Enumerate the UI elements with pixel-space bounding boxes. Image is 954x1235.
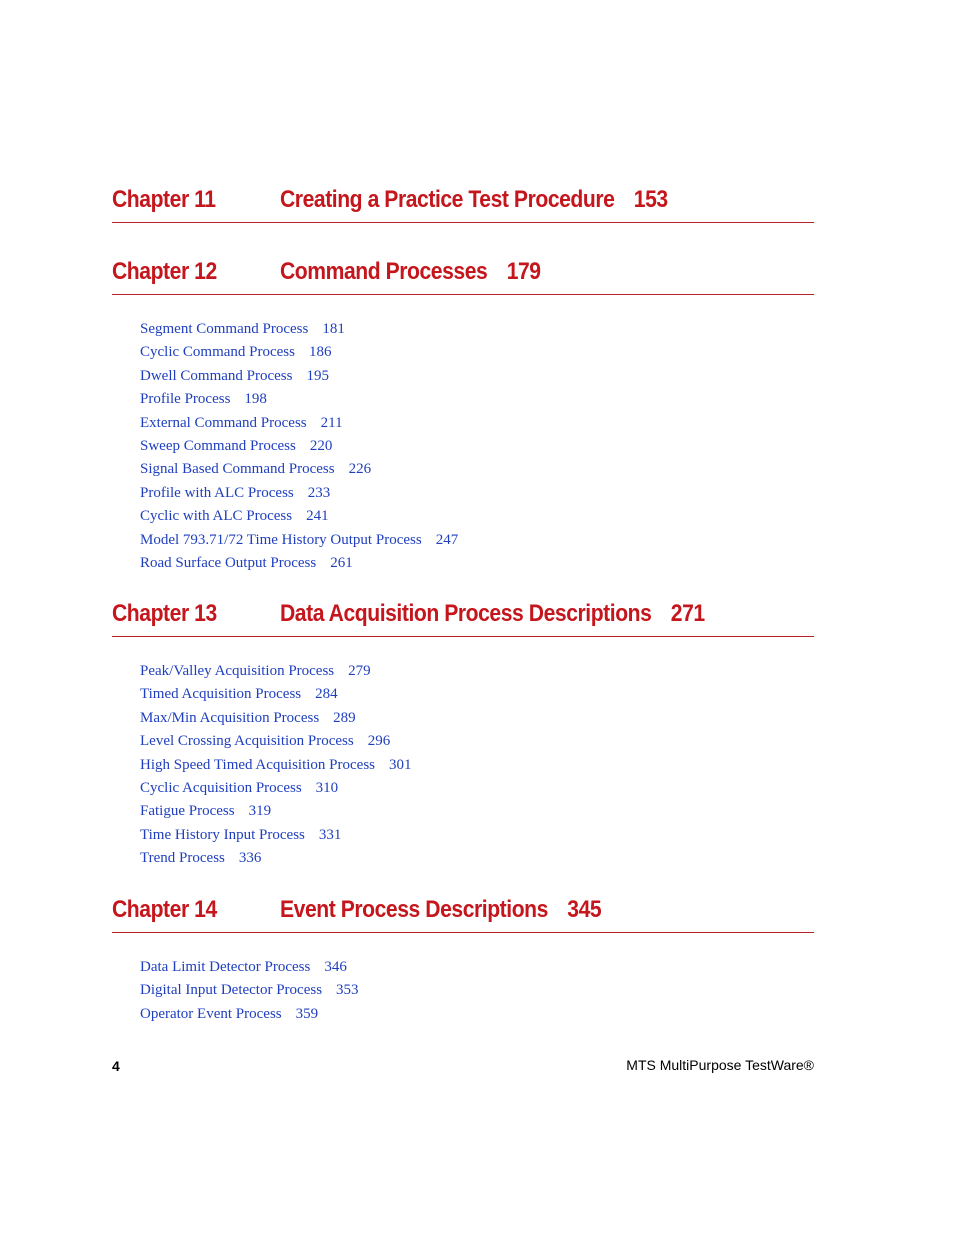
chapter-page: 153 (633, 186, 668, 213)
chapter-14 (112, 892, 814, 933)
toc-entry[interactable] (140, 507, 329, 525)
entry-page: 220 (309, 438, 333, 454)
toc-entry[interactable] (140, 320, 345, 338)
chapter-title: Event Process Descriptions (280, 896, 548, 923)
entry-page: 181 (322, 321, 345, 337)
toc-entry[interactable] (140, 1005, 318, 1023)
entry-title: Trend Process (140, 850, 225, 867)
entry-title: Dwell Command Process (140, 367, 293, 384)
entry-title: Max/Min Acquisition Process (140, 709, 320, 726)
toc-entry[interactable] (140, 826, 341, 844)
toc-entry[interactable] (140, 779, 338, 797)
toc-entry[interactable] (140, 484, 330, 502)
entry-title: Operator Event Process (140, 1005, 282, 1022)
chapter-label: Chapter 12 (112, 258, 217, 285)
toc-entry[interactable] (140, 662, 371, 680)
toc-entry[interactable] (140, 756, 412, 774)
entry-page: 331 (318, 826, 342, 843)
entry-page: 195 (306, 367, 329, 384)
entry-title: Cyclic Acquisition Process (140, 780, 302, 796)
entry-page: 301 (389, 756, 412, 773)
entry-title: High Speed Timed Acquisition Process (140, 756, 376, 773)
toc-entry[interactable] (140, 390, 267, 408)
toc-entry[interactable] (140, 732, 390, 750)
chapter-label: Chapter 11 (112, 186, 216, 213)
chapter-title-line (280, 600, 705, 628)
toc-entry[interactable] (140, 367, 329, 385)
entry-title: Cyclic Command Process (140, 344, 295, 361)
chapter-title: Creating a Practice Test Procedure (280, 186, 615, 213)
toc-entry[interactable] (140, 414, 343, 432)
chapter-page: 345 (567, 896, 602, 923)
toc-entry[interactable] (140, 981, 359, 999)
entry-page: 346 (324, 959, 347, 975)
entry-page: 284 (315, 686, 338, 703)
footer-doc-title: MTS MultiPurpose TestWare® (626, 1057, 814, 1073)
chapter-title-line (280, 258, 541, 286)
chapter-11 (112, 182, 814, 223)
entry-title: Fatigue Process (140, 803, 235, 820)
entry-page: 241 (306, 508, 329, 525)
entry-page: 296 (367, 733, 391, 750)
toc-entry[interactable] (140, 685, 338, 703)
chapter-page: 179 (506, 258, 541, 285)
entry-page: 353 (336, 982, 359, 999)
entry-page: 261 (330, 555, 353, 571)
entry-title: Timed Acquisition Process (140, 686, 302, 703)
chapter-heading[interactable] (112, 182, 814, 223)
chapter-label: Chapter 13 (112, 600, 217, 627)
chapter-13 (112, 596, 814, 637)
entry-page: 336 (238, 850, 262, 867)
entry-page: 289 (333, 709, 356, 726)
entry-title: External Command Process (140, 414, 307, 431)
toc-entry[interactable] (140, 709, 356, 727)
entry-page: 247 (435, 531, 459, 548)
chapter-title-line (280, 896, 601, 924)
toc-entry[interactable] (140, 849, 261, 867)
entry-page: 319 (248, 803, 272, 820)
entry-page: 211 (320, 414, 343, 431)
entry-title: Time History Input Process (140, 826, 305, 843)
entry-title: Level Crossing Acquisition Process (140, 733, 354, 750)
chapter-title: Data Acquisition Process Descriptions (280, 600, 652, 627)
entry-page: 233 (307, 484, 331, 501)
chapter-page: 271 (670, 600, 705, 627)
chapter-heading[interactable] (112, 596, 814, 637)
toc-entry[interactable] (140, 958, 347, 976)
toc-entry[interactable] (140, 531, 458, 549)
entry-title: Signal Based Command Process (140, 461, 335, 478)
entry-title: Segment Command Process (140, 321, 309, 337)
entry-title: Road Surface Output Process (140, 555, 317, 571)
entry-page: 226 (348, 461, 372, 478)
toc-entry[interactable] (140, 554, 353, 572)
entry-title: Data Limit Detector Process (140, 959, 311, 975)
toc-entry[interactable] (140, 343, 331, 361)
chapter-heading[interactable] (112, 892, 814, 933)
chapter-title: Command Processes (280, 258, 488, 285)
entry-title: Peak/Valley Acquisition Process (140, 663, 335, 679)
entry-page: 310 (315, 780, 339, 796)
entry-title: Profile Process (140, 391, 231, 408)
entry-title: Cyclic with ALC Process (140, 508, 293, 525)
chapter-title-line (280, 186, 668, 214)
entry-title: Sweep Command Process (140, 438, 296, 454)
footer-page-number: 4 (112, 1058, 120, 1074)
entry-page: 186 (308, 344, 332, 361)
entry-title: Profile with ALC Process (140, 484, 294, 501)
chapter-12 (112, 254, 814, 295)
toc-entry[interactable] (140, 802, 271, 820)
entry-title: Model 793.71/72 Time History Output Process (140, 531, 422, 548)
entry-page: 198 (244, 391, 267, 408)
entry-page: 279 (348, 663, 371, 679)
entry-page: 359 (295, 1005, 319, 1022)
toc-entry[interactable] (140, 460, 371, 478)
toc-entry[interactable] (140, 437, 332, 455)
chapter-heading[interactable] (112, 254, 814, 295)
chapter-label: Chapter 14 (112, 896, 217, 923)
entry-title: Digital Input Detector Process (140, 982, 323, 999)
